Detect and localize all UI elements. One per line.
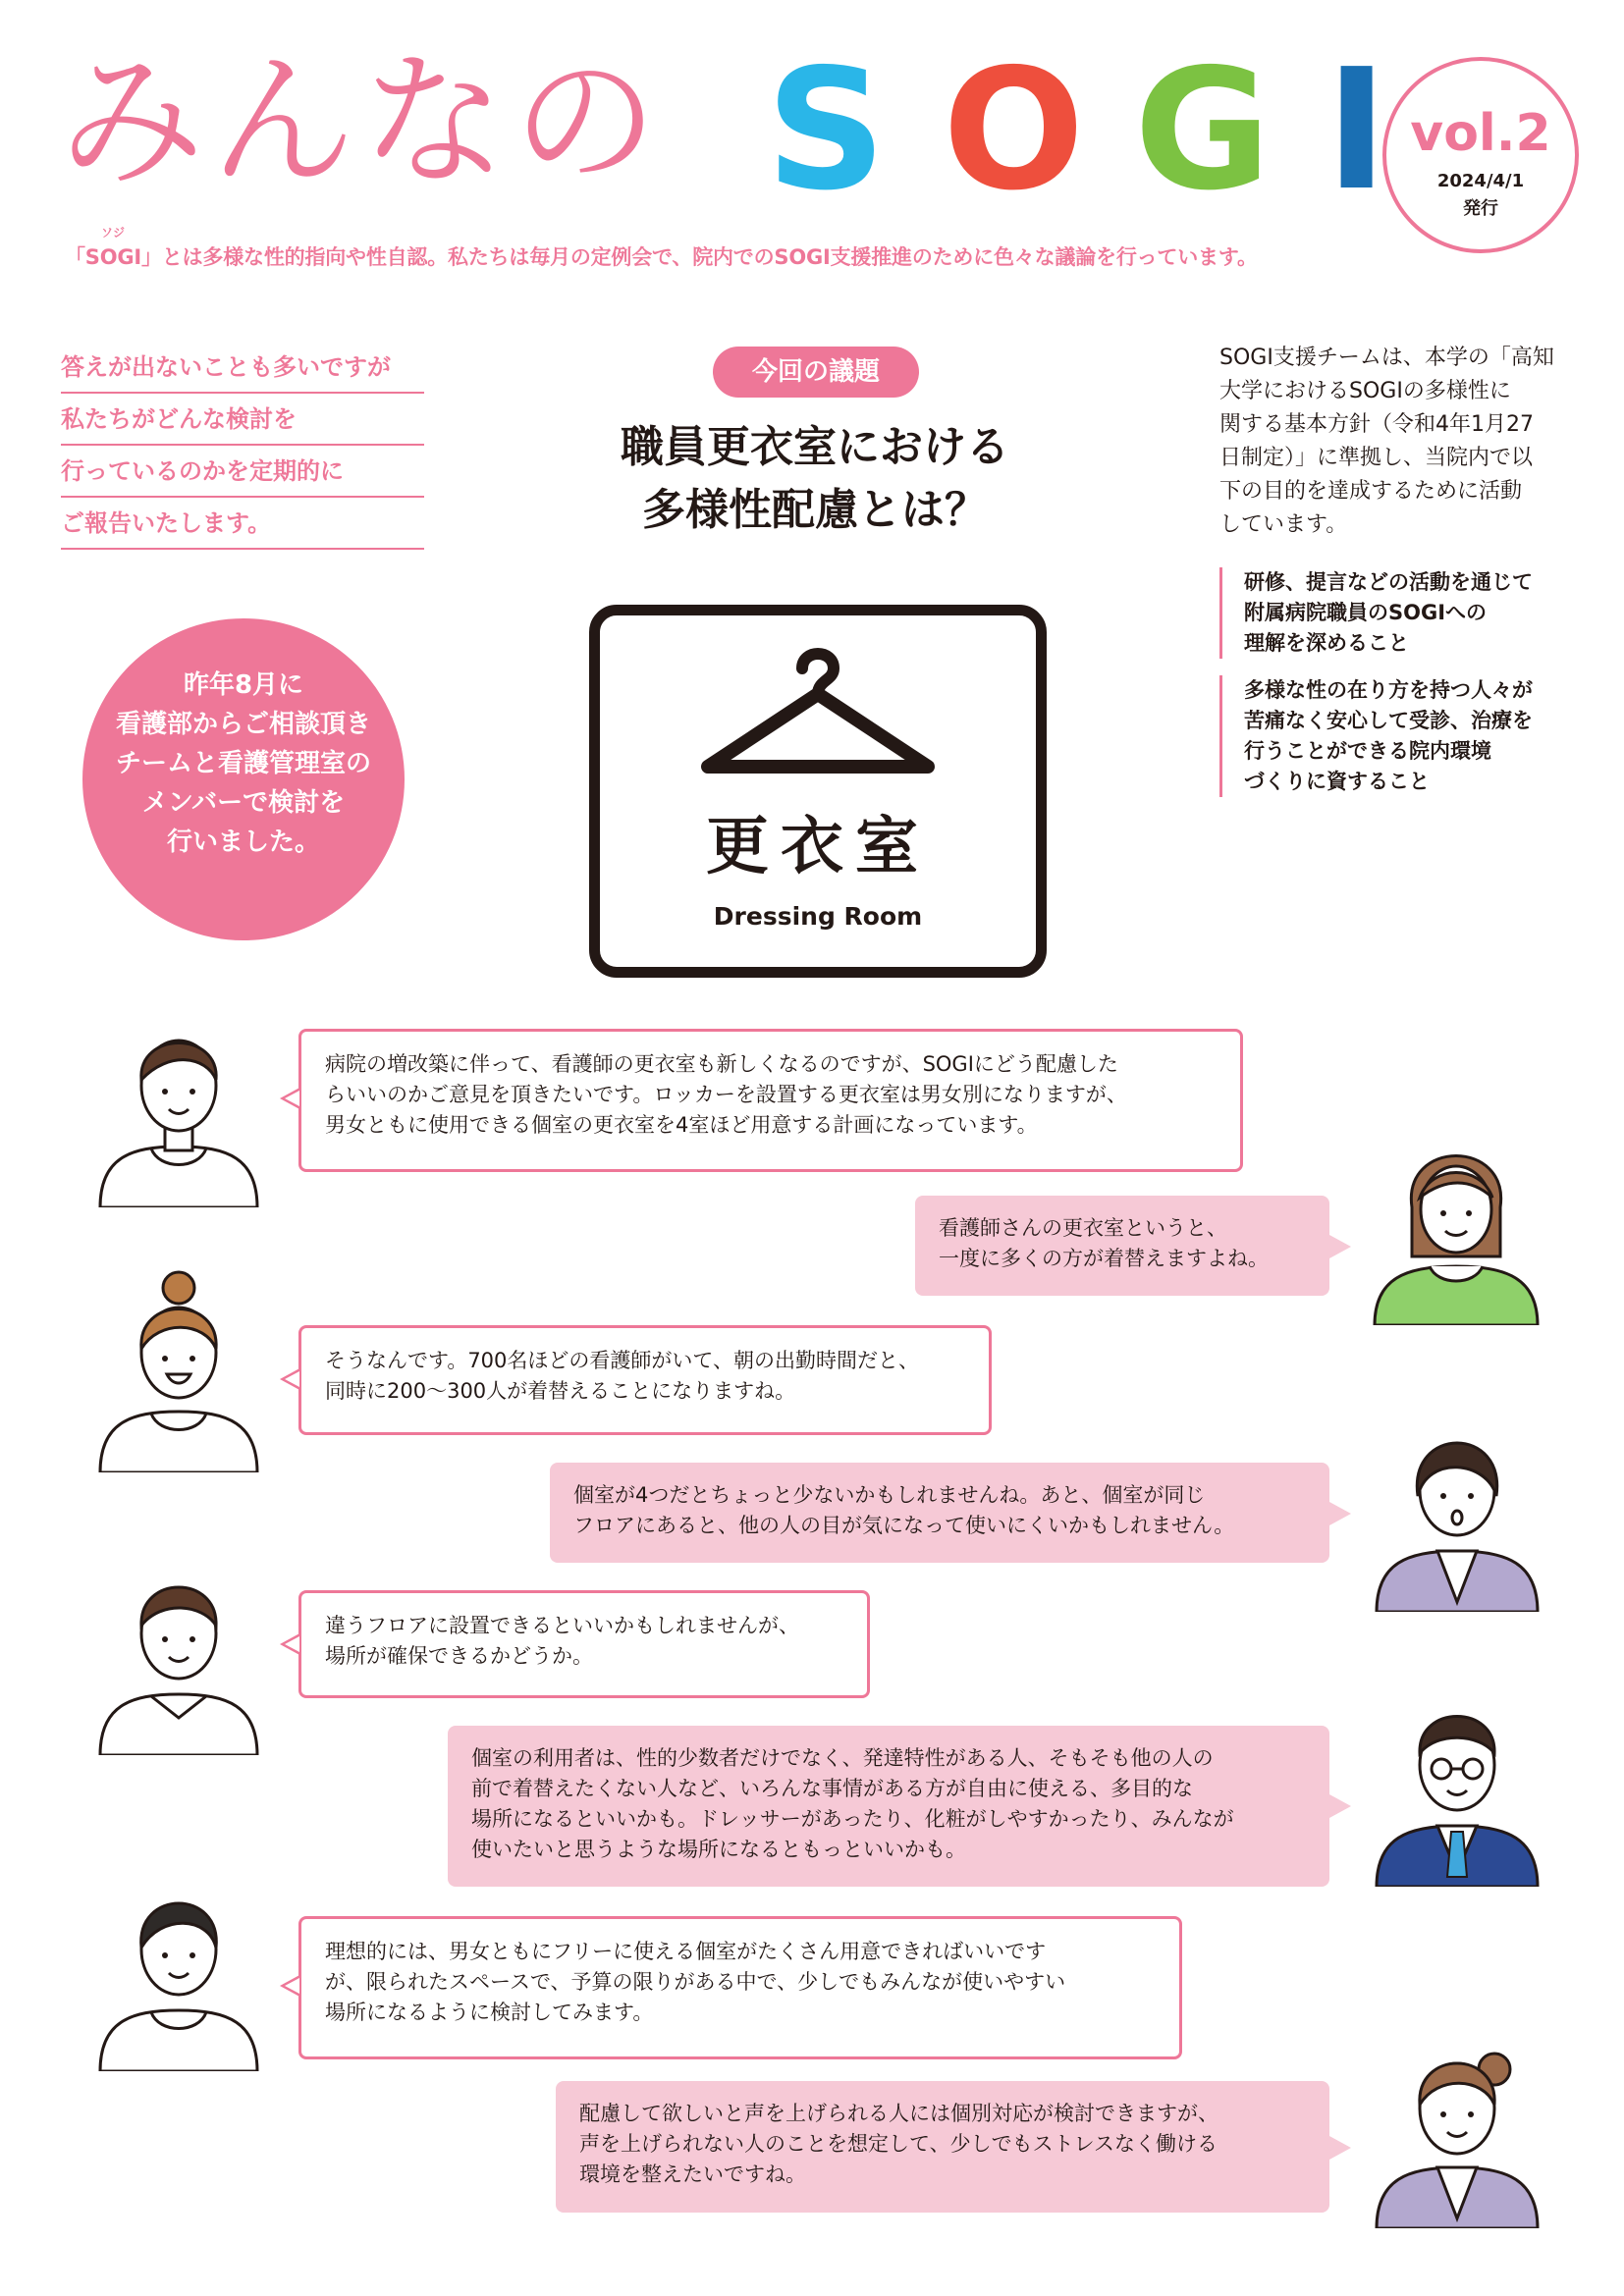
purpose-line: 日制定）」に準拠し、当院内で以 <box>1219 446 1534 470</box>
dressing-room-sign <box>589 605 1047 978</box>
bullet-line: 研修、提言などの活動を通じて <box>1244 570 1533 594</box>
dialogue-line: 看護師さんの更衣室というと、 <box>939 1216 1227 1240</box>
title-letter-g: G <box>1134 33 1272 228</box>
dialogue-line: 病院の増改築に伴って、看護師の更衣室も新しくなるのですが、SOGIにどう配慮した <box>325 1052 1118 1076</box>
title-letter-i: I <box>1326 33 1388 228</box>
sogi-ruby: ソジ <box>100 226 125 240</box>
dialogue-bubble <box>298 1590 870 1698</box>
dialogue-line: 理想的には、男女ともにフリーに使える個室がたくさん用意できればいいです <box>325 1940 1047 1963</box>
sign-title: 更衣室 <box>706 811 930 883</box>
dialogue-line: 環境を整えたいですね。 <box>579 2163 806 2186</box>
purpose-line: 関する基本方針（令和4年1月27 <box>1219 412 1534 437</box>
volume-badge <box>1382 57 1579 253</box>
sign-subtitle: Dressing Room <box>713 902 923 931</box>
dialogue-line: 場所になるように検討してみます。 <box>325 2001 654 2024</box>
background-circle <box>82 618 405 940</box>
dialogue-line: 同時に200〜300人が着替えることになりますね。 <box>325 1379 796 1403</box>
dialogue-line: 使いたいと思うような場所になるともっといいかも。 <box>471 1838 966 1861</box>
lead-line: 答えが出ないことも多いですが <box>61 342 424 394</box>
dialogue-line: 男女ともに使用できる個室の更衣室を4室ほど用意する計画になっています。 <box>325 1113 1038 1137</box>
nurse-avatar <box>90 1011 267 1207</box>
title-letter-o: O <box>943 33 1085 228</box>
dialogue-bubble <box>550 1463 1329 1563</box>
dialogue-line: 個室が4つだとちょっと少ないかもしれませんね。あと、個室が同じ <box>573 1483 1206 1507</box>
circle-line: 行いました。 <box>166 828 320 857</box>
lead-text <box>61 342 424 550</box>
topic-title-line: 職員更衣室における <box>621 422 1009 472</box>
bullet-line: 苦痛なく安心して受診、治療を <box>1244 709 1533 732</box>
nurse-avatar <box>90 1549 267 1755</box>
dialogue-line: 配慮して欲しいと声を上げられる人には個別対応が検討できますが、 <box>579 2102 1218 2125</box>
topic-title-line: 多様性配慮とは？ <box>642 485 988 535</box>
purpose-line: しています。 <box>1219 512 1348 537</box>
circle-line: チームと看護管理室の <box>115 749 371 778</box>
dialogue-bubble <box>298 1325 992 1435</box>
volume-number: vol.2 <box>1410 104 1551 163</box>
purpose-line: 大学におけるSOGIの多様性に <box>1219 379 1511 403</box>
circle-line: メンバーで検討を <box>141 788 346 818</box>
bullet-line: 理解を深めること <box>1244 631 1409 655</box>
circle-line: 看護部からご相談頂き <box>115 710 371 739</box>
purpose-line: 下の目的を達成するために活動 <box>1219 479 1523 504</box>
bullet-line: 行うことができる院内環境 <box>1244 739 1491 763</box>
purpose-line: SOGI支援チームは、本学の「高知 <box>1219 346 1554 370</box>
nurse-avatar <box>90 1865 267 2071</box>
dialogue-line: らいいのかご意見を頂きたいです。ロッカーを設置する更衣室は男女別になりますが、 <box>325 1083 1127 1106</box>
intro-text: 「SOGI」とは多様な性的指向や性自認。私たちは毎月の定例会で、院内でのSOGI支援推進のために色々な議論を行っています。 <box>65 245 1258 269</box>
circle-line: 昨年8月に <box>183 670 304 700</box>
dialogue-bubble <box>556 2081 1329 2213</box>
dialogue-line: 場所が確保できるかどうか。 <box>325 1644 593 1668</box>
bullet-line: づくりに資すること <box>1244 770 1430 793</box>
dialogue-bubble <box>298 1029 1243 1172</box>
lead-line: ご報告いたします。 <box>61 498 424 550</box>
dialogue-line: 声を上げられない人のことを想定して、少しでもストレスなく働ける <box>579 2132 1218 2156</box>
hanger-icon <box>700 641 936 788</box>
dialogue-line: 一度に多くの方が着替えますよね。 <box>939 1247 1269 1270</box>
title-kana: みんなの <box>59 37 664 206</box>
lead-line: 行っているのかを定期的に <box>61 446 424 498</box>
issue-label: 発行 <box>1463 198 1498 219</box>
dialogue-line: 違うフロアに設置できるといいかもしれませんが、 <box>325 1614 799 1637</box>
dialogue-line: そうなんです。700名ほどの看護師がいて、朝の出勤時間だと、 <box>325 1349 919 1372</box>
title-letter-s: S <box>766 33 887 228</box>
purpose-bullet-2 <box>1219 675 1573 797</box>
staff-man-avatar <box>1369 1681 1545 1887</box>
staff-woman-avatar <box>1363 1129 1549 1325</box>
bullet-line: 多様な性の在り方を持つ人々が <box>1244 678 1533 702</box>
dialogue-bubble <box>448 1726 1329 1887</box>
dialogue-line: 前で着替えたくない人など、いろんな事情がある方が自由に使える、多目的な <box>471 1777 1193 1800</box>
dialogue-line: 個室の利用者は、性的少数者だけでなく、発達特性がある人、そもそも他の人の <box>471 1746 1214 1770</box>
dialogue-line: が、限られたスペースで、予算の限りがある中で、少しでもみんなが使いやすい <box>325 1970 1066 1994</box>
issue-date: 2024/4/1 <box>1436 171 1525 191</box>
team-purpose <box>1219 342 1573 542</box>
topic-pill: 今回の議題 <box>713 347 919 398</box>
dialogue-bubble <box>915 1196 1329 1296</box>
staff-woman-avatar <box>1369 1406 1545 1612</box>
staff-woman-avatar <box>1369 2022 1545 2228</box>
nurse-avatar <box>90 1266 267 1472</box>
bullet-line: 附属病院職員のSOGIへの <box>1244 601 1488 624</box>
topic-title <box>550 416 1080 542</box>
lead-line: 私たちがどんな検討を <box>61 394 424 446</box>
dialogue-line: 場所になるといいかも。ドレッサーがあったり、化粧がしやすかったり、みんなが <box>471 1807 1234 1831</box>
dialogue-bubble <box>298 1916 1182 2059</box>
dialogue-line: フロアにあると、他の人の目が気になって使いにくいかもしれません。 <box>573 1514 1235 1537</box>
purpose-bullet-1 <box>1219 567 1573 659</box>
